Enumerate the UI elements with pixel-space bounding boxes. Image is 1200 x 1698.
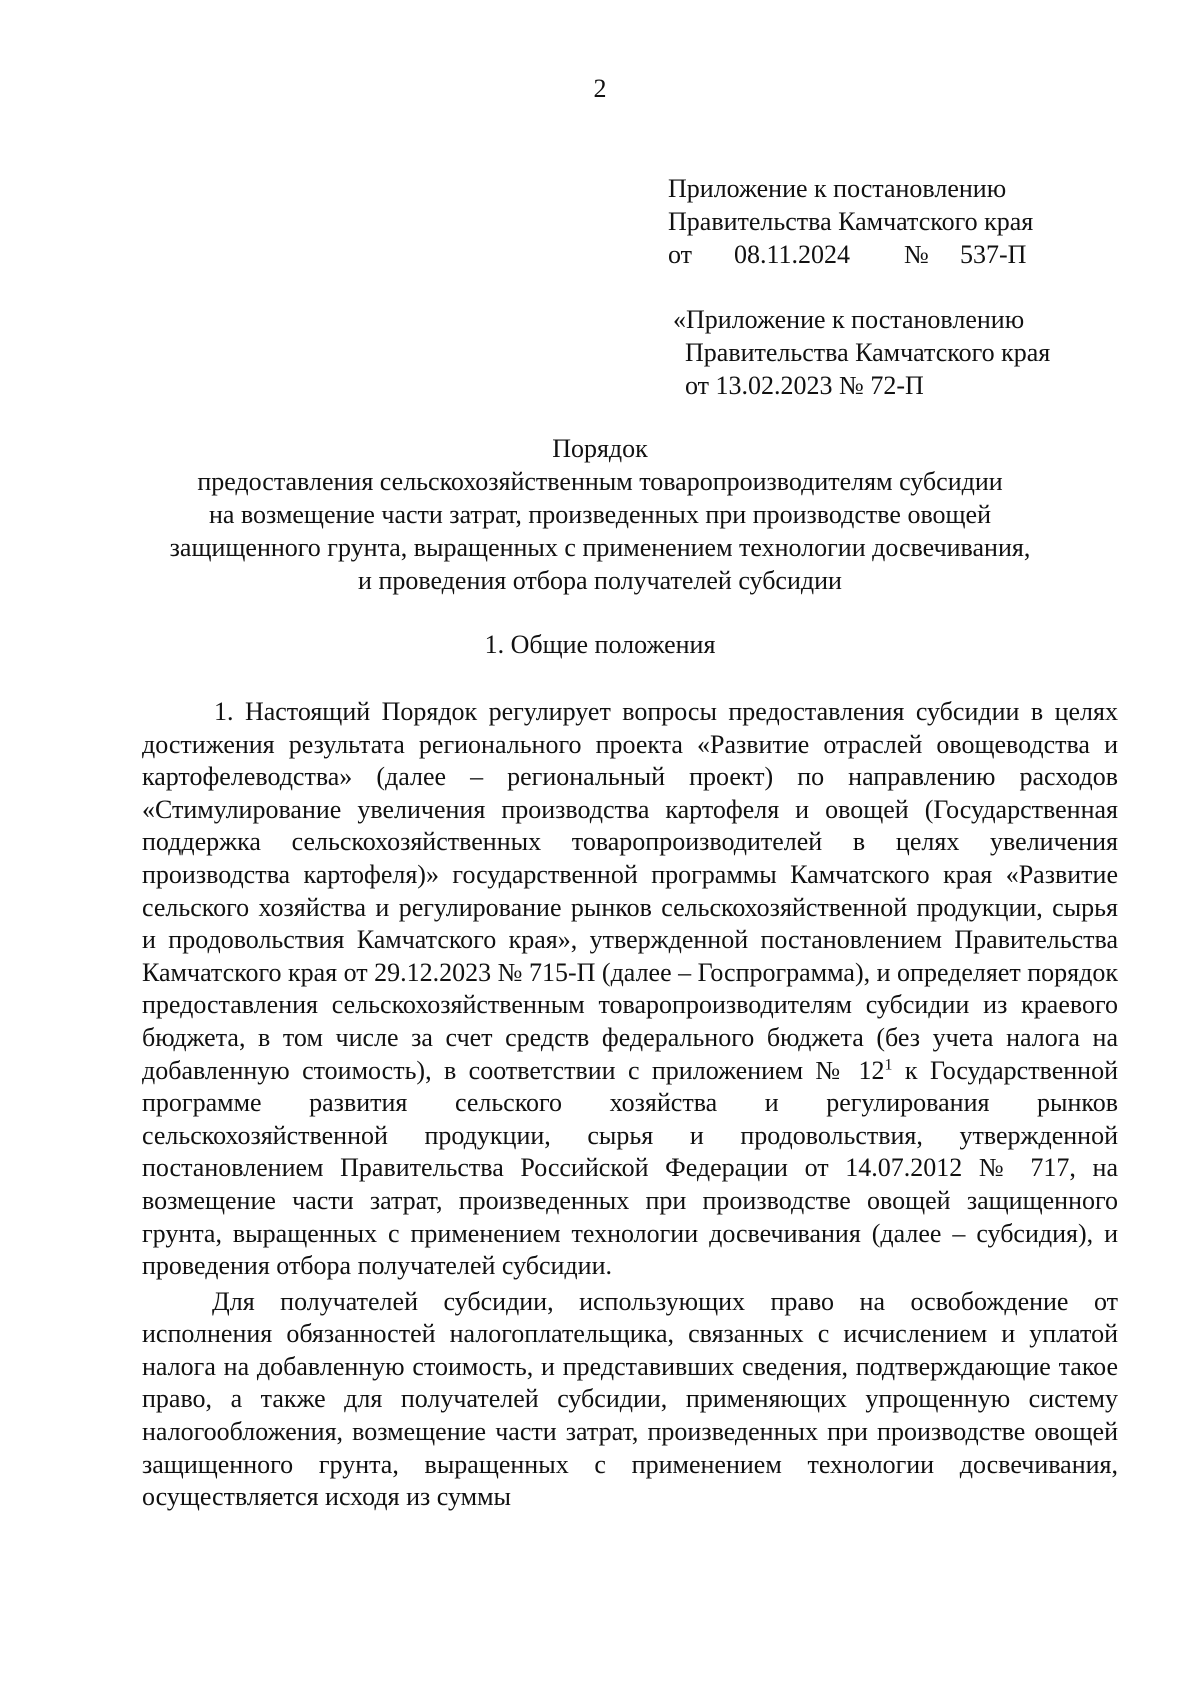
approval-date-line <box>668 238 1033 271</box>
page-number: 2 <box>593 74 607 103</box>
original-line-1: «Приложение к постановлению <box>673 305 1025 334</box>
title-line-5: и проведения отбора получателей субсидии <box>358 566 842 595</box>
approval-block <box>668 172 1033 271</box>
approval-date: 08.11.2024 <box>734 240 851 269</box>
paragraph-2: Для получателей субсидии, использующих право на освобождение от исполнения обязанностей налогоплательщика, связанных с исчислением и уплатой налога на добавленную стоимость, и представивших сведения, подтверждающие такое право, а также для получателей субсидии, применяющих упрощенную систему налогообложения, возмещение части затрат, произведенных при производстве овощей защищенного грунта, выращенных с применением технологии досвечивания, осуществляется исходя из суммы <box>142 1286 1118 1512</box>
approval-number: 537-П <box>960 240 1027 269</box>
title-line-4: защищенного грунта, выращенных с применением технологии досвечивания, <box>169 533 1031 562</box>
document-title <box>0 432 1200 597</box>
paragraph-1-part-b: к Государственной программе развития сельского хозяйства и регулирования рынков сельскохозяйственной продукции, сырья и продовольствия, утвержденной постановлением Правительства Российской Федерации от 14.07.2012 № 717, на возмещение части затрат, произведенных при производстве овощей защищенного грунта, выращенных с применением технологии досвечивания (далее – субсидия), и проведения отбора получателей субсидии. <box>142 1055 1118 1281</box>
original-line-2: Правительства Камчатского края <box>685 338 1051 367</box>
approval-line-2: Правительства Камчатского края <box>668 207 1034 236</box>
paragraph-1-part-a: 1. Настоящий Порядок регулирует вопросы предоставления субсидии в целях достижения результата регионального проекта «Развитие отраслей овощеводства и картофелеводства» (далее – региональный проект) по направлению расходов «Стимулирование увеличения производства картофеля и овощей (Государственная поддержка сельскохозяйственных товаропроизводителей в целях увеличения производства картофеля)» государственной программы Камчатского края «Развитие сельского хозяйства и регулирование рынков сельскохозяйственной продукции, сырья и продовольствия Камчатского края», утвержденной постановлением Правительства Камчатского края от 29.12.2023 № 715-П (далее – Госпрограмма), и определяет порядок предоставления сельскохозяйственным товаропроизводителям субсидии из краевого бюджета, в том числе за счет средств федерального бюджета (без учета налога на добавленную стоимость), в соответствии с приложением № 12 <box>142 697 1118 1085</box>
section-heading: 1. Общие положения <box>484 630 716 659</box>
original-line-3: от 13.02.2023 № 72-П <box>685 371 924 400</box>
title-line-2: предоставления сельскохозяйственным товаропроизводителям субсидии <box>197 467 1003 496</box>
title-line-1: Порядок <box>552 434 648 463</box>
approval-number-sign: № <box>904 240 929 269</box>
title-line-3: на возмещение части затрат, произведенных при производстве овощей <box>208 500 992 529</box>
body-text <box>142 696 1118 1517</box>
approval-line-1: Приложение к постановлению <box>668 174 1007 203</box>
approval-from-label: от <box>668 240 693 269</box>
footnote-superscript: 1 <box>884 1055 893 1073</box>
paragraph-1 <box>142 696 1118 1283</box>
original-attachment-block <box>673 303 1050 402</box>
